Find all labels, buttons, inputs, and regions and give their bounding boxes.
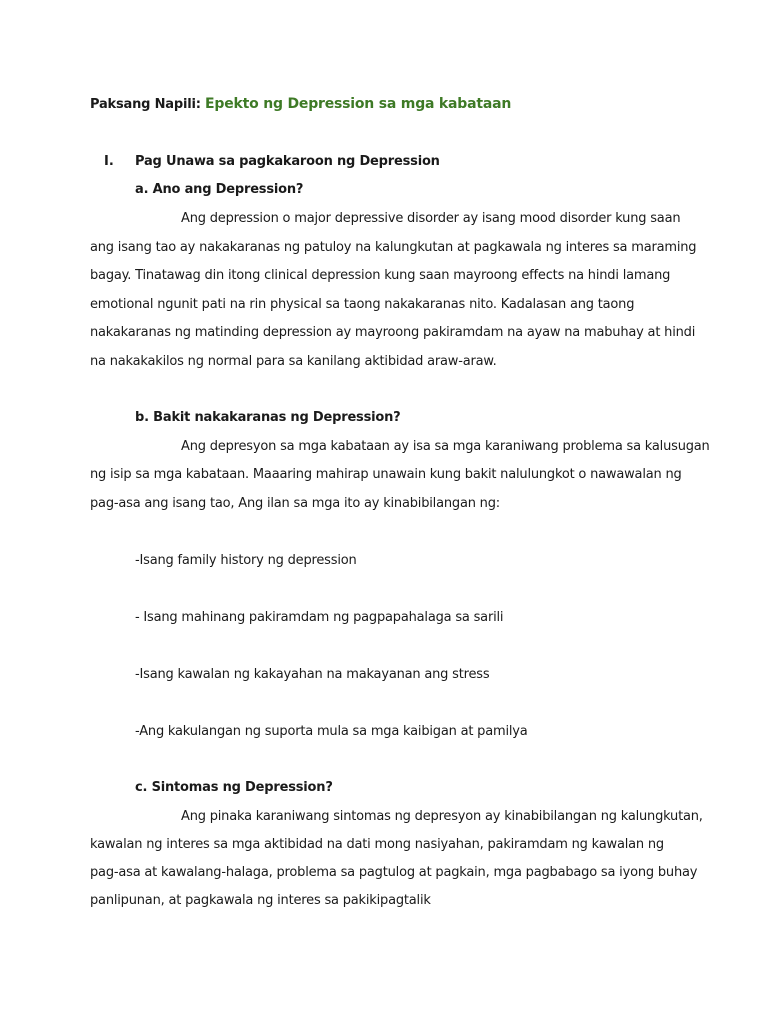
topic-label: Paksang Napili: bbox=[90, 97, 201, 112]
bullet-item: -Isang kawalan ng kakayahan na makayanan ang stress bbox=[135, 667, 490, 682]
section-heading: Pag Unawa sa pagkakaroon ng Depression bbox=[135, 154, 440, 169]
para-a-line: na nakakakilos ng normal para sa kanilang aktibidad araw-araw. bbox=[90, 354, 497, 369]
para-b-line: Ang depresyon sa mga kabataan ay isa sa mga karaniwang problema sa kalusugan bbox=[181, 439, 710, 454]
section-numeral: I. bbox=[104, 154, 114, 169]
para-b-line: ng isip sa mga kabataan. Maaaring mahirap unawain kung bakit nalulungkot o nawawalan ng bbox=[90, 467, 682, 482]
subheading-c: c. Sintomas ng Depression? bbox=[135, 780, 333, 795]
bullet-item: -Isang family history ng depression bbox=[135, 553, 357, 568]
bullet-item: - Isang mahinang pakiramdam ng pagpapahalaga sa sarili bbox=[135, 610, 504, 625]
para-a-line: Ang depression o major depressive disorder ay isang mood disorder kung saan bbox=[181, 211, 681, 226]
para-c-line: Ang pinaka karaniwang sintomas ng depresyon ay kinabibilangan ng kalungkutan, bbox=[181, 809, 703, 824]
para-a-line: ang isang tao ay nakakaranas ng patuloy na kalungkutan at pagkawala ng interes sa maraming bbox=[90, 240, 697, 255]
para-b-line: pag-asa ang isang tao, Ang ilan sa mga ito ay kinabibilangan ng: bbox=[90, 496, 500, 511]
para-a-line: nakakaranas ng matinding depression ay mayroong pakiramdam na ayaw na mabuhay at hindi bbox=[90, 325, 696, 340]
subheading-a: a. Ano ang Depression? bbox=[135, 182, 304, 197]
subheading-b: b. Bakit nakakaranas ng Depression? bbox=[135, 410, 401, 425]
para-c-line: pag-asa at kawalang-halaga, problema sa pagtulog at pagkain, mga pagbabago sa iyong buhay bbox=[90, 865, 698, 880]
para-c-line: kawalan ng interes sa mga aktibidad na dati mong nasiyahan, pakiramdam ng kawalan ng bbox=[90, 837, 664, 852]
para-a-line: bagay. Tinatawag din itong clinical depression kung saan mayroong effects na hindi lamang bbox=[90, 268, 671, 283]
para-a-line: emotional ngunit pati na rin physical sa taong nakakaranas nito. Kadalasan ang taong bbox=[90, 297, 635, 312]
topic-title: Epekto ng Depression sa mga kabataan bbox=[205, 96, 512, 112]
para-c-line: panlipunan, at pagkawala ng interes sa pakikipagtalik bbox=[90, 893, 431, 908]
topic-header bbox=[90, 95, 511, 114]
bullet-item: -Ang kakulangan ng suporta mula sa mga kaibigan at pamilya bbox=[135, 724, 528, 739]
